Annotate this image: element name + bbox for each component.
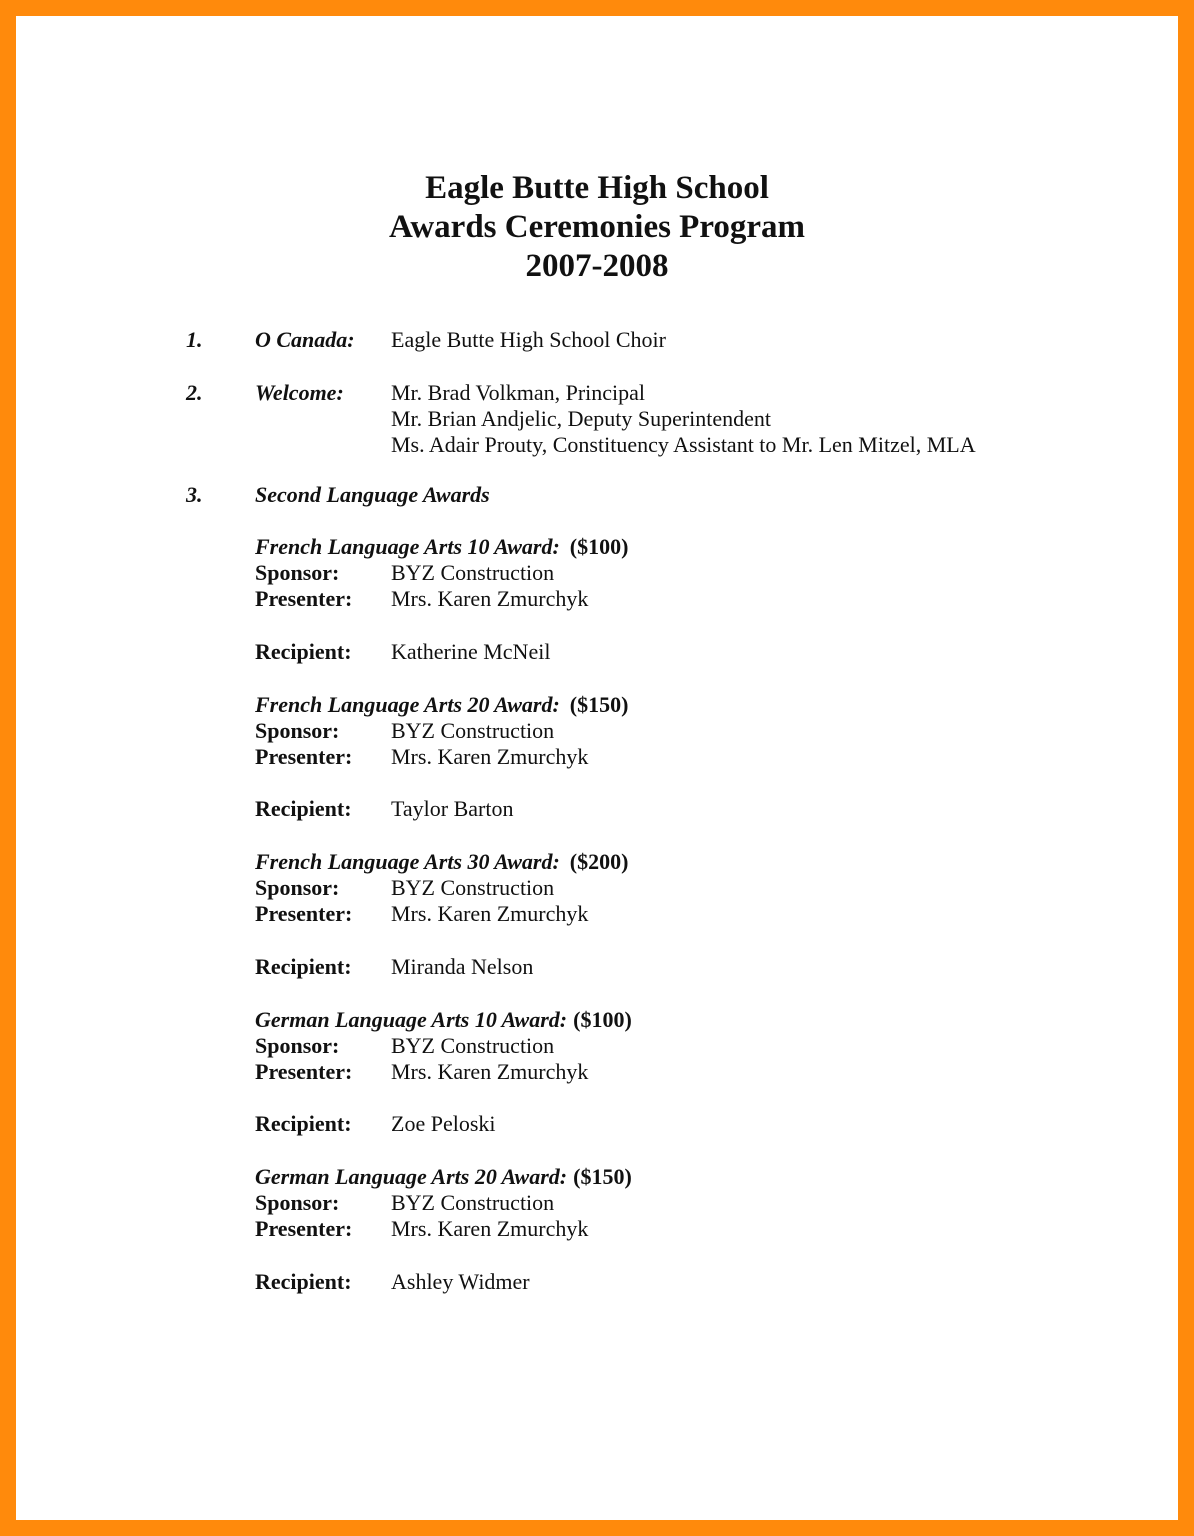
item-3-label: Second Language Awards <box>255 482 490 507</box>
sponsor-label: Sponsor: <box>255 875 340 900</box>
recipient-value: Katherine McNeil <box>391 639 551 664</box>
sponsor-value: BYZ Construction <box>391 1190 555 1215</box>
recipient-label: Recipient: <box>255 1269 352 1294</box>
award-amount: ($150) <box>573 1164 632 1189</box>
sponsor-value: BYZ Construction <box>391 875 555 900</box>
presenter-label: Presenter: <box>255 1059 353 1084</box>
award-heading <box>255 534 628 560</box>
award-name: German Language Arts 20 Award: <box>255 1164 568 1189</box>
award-name: German Language Arts 10 Award: <box>255 1007 568 1032</box>
item-2-label: Welcome: <box>255 380 344 405</box>
award-amount: ($100) <box>573 1007 632 1032</box>
item-2-line-3: Ms. Adair Prouty, Constituency Assistant to Mr. Len Mitzel, MLA <box>391 432 976 457</box>
award-name: French Language Arts 30 Award: <box>255 849 560 874</box>
item-2-line-1: Mr. Brad Volkman, Principal <box>391 380 646 405</box>
presenter-value: Mrs. Karen Zmurchyk <box>391 1059 589 1084</box>
presenter-label: Presenter: <box>255 901 353 926</box>
recipient-label: Recipient: <box>255 954 352 979</box>
presenter-value: Mrs. Karen Zmurchyk <box>391 744 589 769</box>
award-amount: ($200) <box>569 849 629 874</box>
document-page <box>16 16 1178 1520</box>
award-heading <box>255 1164 632 1190</box>
sponsor-value: BYZ Construction <box>391 560 555 585</box>
award-name: French Language Arts 10 Award: <box>255 534 560 559</box>
item-3-number: 3. <box>186 482 203 507</box>
item-2-number: 2. <box>186 380 203 405</box>
presenter-label: Presenter: <box>255 586 353 611</box>
item-1-label: O Canada: <box>255 327 355 352</box>
presenter-value: Mrs. Karen Zmurchyk <box>391 901 589 926</box>
title-school: Eagle Butte High School <box>425 170 769 206</box>
recipient-label: Recipient: <box>255 796 352 821</box>
sponsor-value: BYZ Construction <box>391 718 555 743</box>
recipient-label: Recipient: <box>255 1111 352 1136</box>
title-program: Awards Ceremonies Program <box>388 209 806 245</box>
sponsor-label: Sponsor: <box>255 718 340 743</box>
award-heading <box>255 1007 632 1033</box>
title-year: 2007-2008 <box>525 248 669 284</box>
award-heading <box>255 692 628 718</box>
item-1-line-1: Eagle Butte High School Choir <box>391 327 666 352</box>
sponsor-label: Sponsor: <box>255 1033 340 1058</box>
recipient-value: Miranda Nelson <box>391 954 534 979</box>
award-heading <box>255 849 628 875</box>
sponsor-label: Sponsor: <box>255 1190 340 1215</box>
award-amount: ($100) <box>569 534 629 559</box>
item-2-line-2: Mr. Brian Andjelic, Deputy Superintendent <box>391 406 772 431</box>
sponsor-value: BYZ Construction <box>391 1033 555 1058</box>
recipient-value: Taylor Barton <box>391 796 514 821</box>
presenter-label: Presenter: <box>255 744 353 769</box>
item-1-number: 1. <box>186 327 203 352</box>
presenter-label: Presenter: <box>255 1216 353 1241</box>
recipient-value: Ashley Widmer <box>391 1269 530 1294</box>
award-amount: ($150) <box>569 692 629 717</box>
award-name: French Language Arts 20 Award: <box>255 692 560 717</box>
sponsor-label: Sponsor: <box>255 560 340 585</box>
document-title <box>16 169 1178 286</box>
recipient-label: Recipient: <box>255 639 352 664</box>
presenter-value: Mrs. Karen Zmurchyk <box>391 1216 589 1241</box>
presenter-value: Mrs. Karen Zmurchyk <box>391 586 589 611</box>
recipient-value: Zoe Peloski <box>391 1111 496 1136</box>
